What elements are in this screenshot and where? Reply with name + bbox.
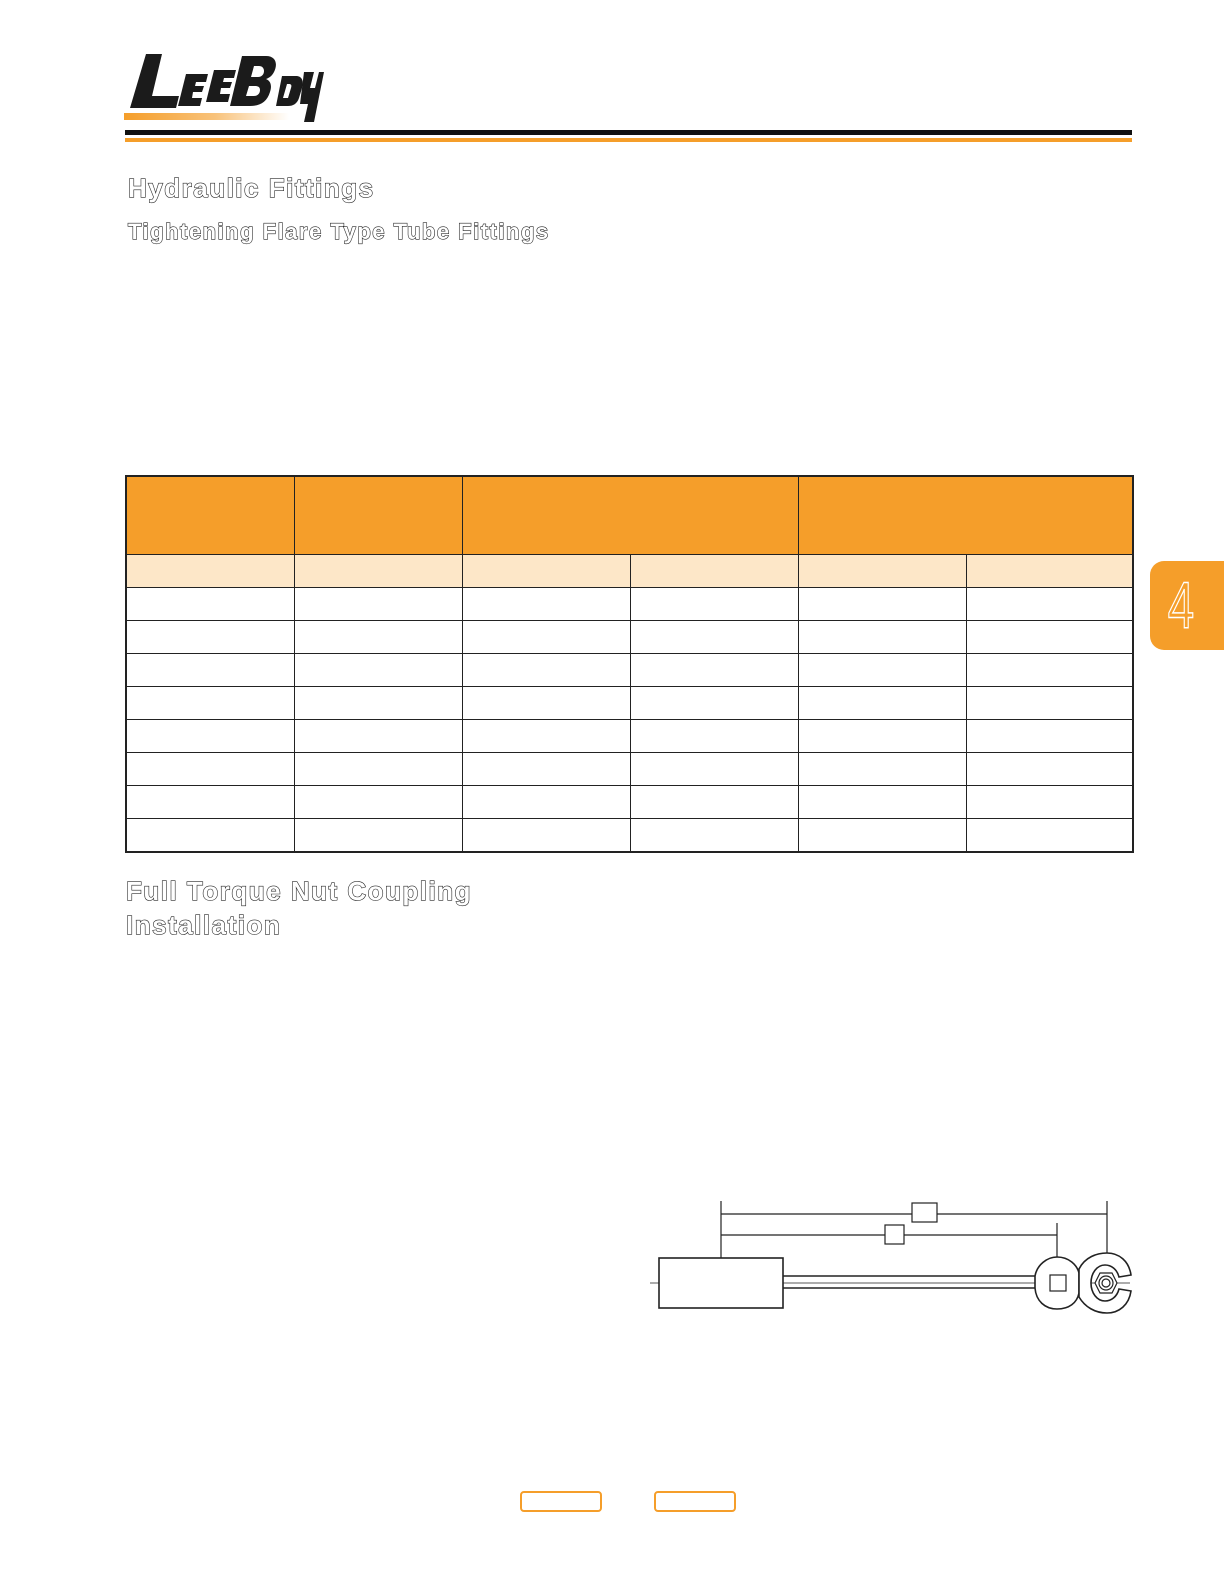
table-cell xyxy=(126,654,294,687)
table-cell xyxy=(966,687,1133,720)
table-cell xyxy=(798,786,966,819)
section-tab[interactable] xyxy=(1150,561,1224,650)
table-subheader-cell xyxy=(630,555,798,588)
coupling-title-line1: Full Torque Nut Coupling xyxy=(126,876,473,906)
table-cell xyxy=(462,654,630,687)
table-row xyxy=(126,753,1133,786)
torque-table xyxy=(125,475,1134,853)
table-cell xyxy=(294,753,462,786)
wrench-handle xyxy=(659,1258,783,1308)
table-subheader-row xyxy=(126,555,1133,588)
table-row xyxy=(126,654,1133,687)
next-page-button[interactable] xyxy=(654,1491,736,1512)
table-row xyxy=(126,819,1133,853)
table-cell xyxy=(294,687,462,720)
table-cell xyxy=(966,654,1133,687)
table-cell xyxy=(630,654,798,687)
table-row xyxy=(126,687,1133,720)
dimension-label-box xyxy=(912,1203,937,1222)
table-row xyxy=(126,621,1133,654)
previous-page-button[interactable] xyxy=(520,1491,602,1512)
table-cell xyxy=(630,753,798,786)
section-tab-number: 4 xyxy=(1167,568,1195,642)
table-cell xyxy=(126,786,294,819)
section-subtitle: Tightening Flare Type Tube Fittings xyxy=(128,219,550,244)
coupling-title-line2: Installation xyxy=(126,910,282,940)
table-cell xyxy=(798,687,966,720)
table-cell xyxy=(630,588,798,621)
dimension-label-box xyxy=(885,1225,904,1244)
table-header-row xyxy=(126,476,1133,555)
table-cell xyxy=(294,819,462,853)
table-cell xyxy=(294,621,462,654)
square-drive xyxy=(1050,1275,1066,1291)
table-cell xyxy=(126,687,294,720)
torque-wrench-diagram xyxy=(645,1195,1135,1320)
table-subheader-cell xyxy=(126,555,294,588)
table-cell xyxy=(966,588,1133,621)
table-cell xyxy=(798,753,966,786)
table-cell xyxy=(462,786,630,819)
table-cell xyxy=(798,588,966,621)
table-cell xyxy=(126,588,294,621)
table-cell xyxy=(966,621,1133,654)
logo-text: LeeBoy xyxy=(124,46,128,47)
table-body xyxy=(126,588,1133,853)
table-cell xyxy=(966,753,1133,786)
table-header-cell xyxy=(294,476,462,555)
table-cell xyxy=(630,786,798,819)
table-subheader-cell xyxy=(294,555,462,588)
table-cell xyxy=(798,819,966,853)
table-cell xyxy=(966,720,1133,753)
table-subheader-cell xyxy=(966,555,1133,588)
table-cell xyxy=(966,819,1133,853)
table-cell xyxy=(630,687,798,720)
table-cell xyxy=(462,720,630,753)
table-row xyxy=(126,720,1133,753)
table-cell xyxy=(630,621,798,654)
table-cell xyxy=(294,786,462,819)
table-cell xyxy=(462,819,630,853)
table-subheader-cell xyxy=(798,555,966,588)
coupling-section-title xyxy=(126,874,472,942)
table-cell xyxy=(462,621,630,654)
table-cell xyxy=(126,819,294,853)
table-cell xyxy=(294,588,462,621)
header-rule-orange xyxy=(125,138,1132,142)
table-cell xyxy=(462,588,630,621)
table-header-cell xyxy=(798,476,1133,555)
table-cell xyxy=(294,654,462,687)
table-cell xyxy=(798,654,966,687)
leeboy-logo xyxy=(124,46,324,126)
table-cell xyxy=(294,720,462,753)
table-cell xyxy=(798,621,966,654)
table-cell xyxy=(630,819,798,853)
table-cell xyxy=(126,720,294,753)
table-header-cell xyxy=(462,476,798,555)
table-row xyxy=(126,786,1133,819)
table-cell xyxy=(798,720,966,753)
table-cell xyxy=(966,786,1133,819)
table-cell xyxy=(126,621,294,654)
table-subheader-cell xyxy=(462,555,630,588)
table-cell xyxy=(630,720,798,753)
table-cell xyxy=(126,753,294,786)
page-title: Hydraulic Fittings xyxy=(128,173,375,203)
table-header-cell xyxy=(126,476,294,555)
table-row xyxy=(126,588,1133,621)
table-cell xyxy=(462,753,630,786)
header-rule-black xyxy=(125,130,1132,135)
table-cell xyxy=(462,687,630,720)
